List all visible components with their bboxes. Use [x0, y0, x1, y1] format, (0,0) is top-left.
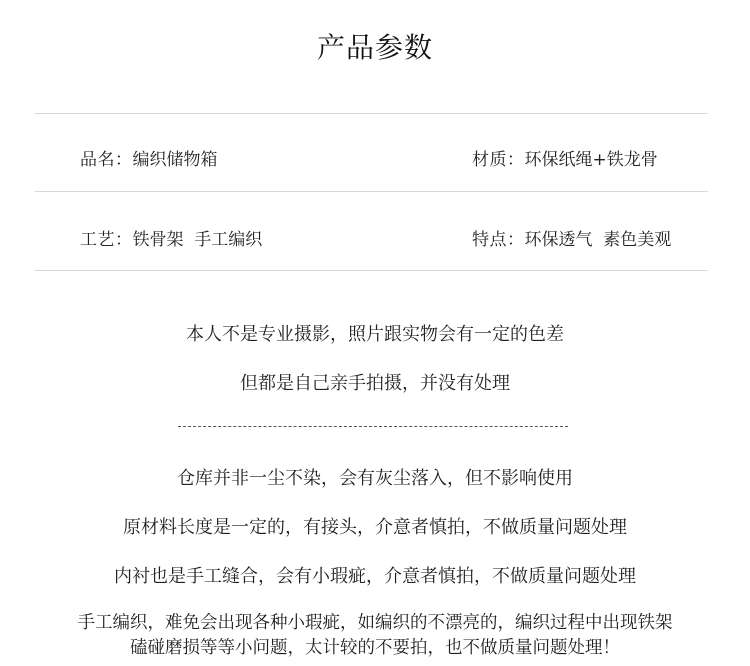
param-material	[472, 145, 658, 170]
param-label: 工艺：	[80, 230, 133, 250]
dashed-separator	[178, 426, 568, 427]
divider-middle	[35, 191, 708, 192]
divider-bottom	[35, 270, 708, 271]
param-label: 特点：	[472, 230, 525, 250]
param-value: 编织储物箱	[132, 150, 218, 170]
param-craft	[80, 225, 262, 250]
note-line: 仓库并非一尘不染，会有灰尘落入，但不影响使用	[177, 468, 573, 489]
param-product-name	[80, 145, 218, 170]
note-line: 原材料长度是一定的，有接头，介意者慎拍，不做质量问题处理	[123, 517, 627, 538]
note-line: 内衬也是手工缝合，会有小瑕疵，介意者慎拍，不做质量问题处理	[114, 566, 636, 587]
param-value: 环保透气 素色美观	[524, 230, 672, 250]
param-value: 铁骨架 手工编织	[132, 230, 263, 250]
note-line: 磕碰磨损等等小问题，太计较的不要拍，也不做质量问题处理！	[130, 638, 620, 658]
note-line: 本人不是专业摄影，照片跟实物会有一定的色差	[186, 324, 564, 345]
note-line: 手工编织，难免会出现各种小瑕疵，如编织的不漂亮的，编织过程中出现铁架	[77, 613, 673, 633]
page-title: 产品参数	[316, 31, 433, 64]
param-label: 品名：	[80, 150, 133, 170]
param-value: 环保纸绳+铁龙骨	[524, 150, 658, 170]
param-label: 材质：	[472, 150, 525, 170]
note-line: 但都是自己亲手拍摄，并没有处理	[240, 373, 510, 394]
divider-top	[35, 113, 708, 114]
param-feature	[472, 225, 671, 250]
